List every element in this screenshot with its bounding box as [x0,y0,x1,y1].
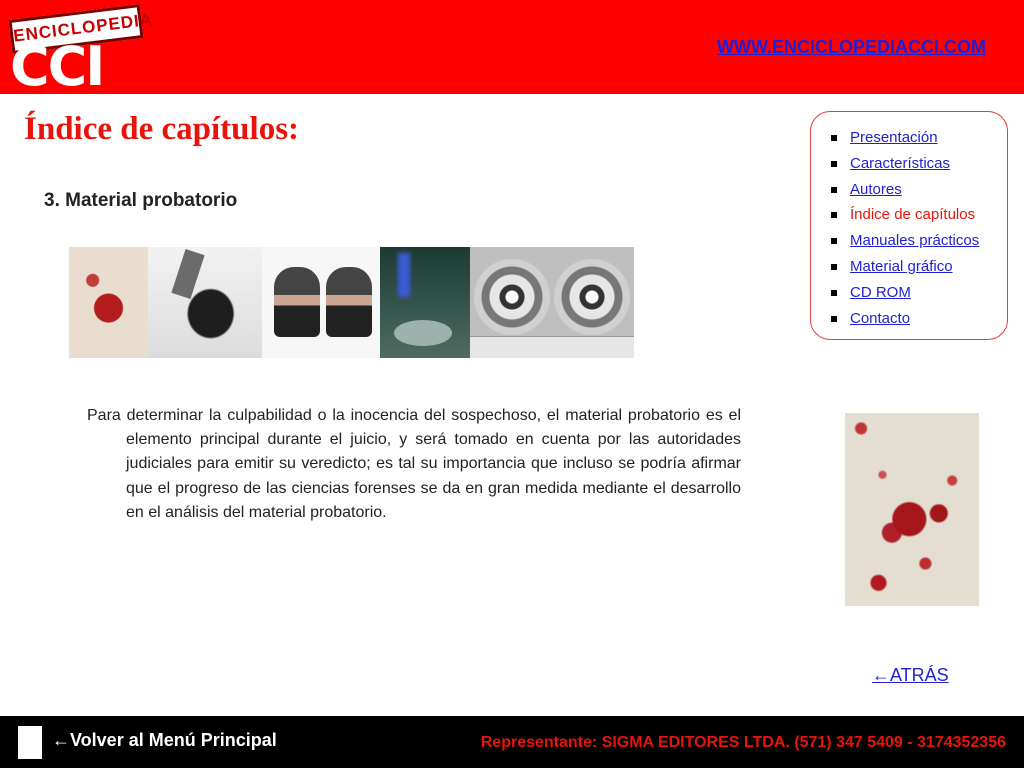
nav-link-presentacion[interactable]: Presentación [850,129,938,146]
ballistic-scan-left-image [474,259,550,335]
header-bar [0,0,1024,98]
logo-main-text: CCI [10,35,104,98]
nav-item-autores[interactable] [831,180,1007,206]
logo-top-text: ENCICLOPEDIA [12,9,154,46]
nav-link-caracteristicas[interactable]: Características [850,154,951,172]
body-paragraph: Para determinar la culpabilidad o la inocencia del sospechoso, el material probatorio es el elemento principal durante el juicio, y será tomado en cuenta por las autoridades judiciales para emitir su veredicto; es tal su importancia que incluso se podría afirmar que el progreso de las ciencias forenses se da en gran medida mediante el desarrollo en el análisis del material probatorio. [87,407,741,521]
nav-item-manuales-practicos[interactable] [831,231,1007,257]
software-toolbar-image [470,336,634,358]
nav-list [831,128,1007,334]
blood-spatter-side-image [845,413,979,606]
mugshot-profile-image [274,267,320,337]
nav-link-cd-rom[interactable]: CD ROM [850,283,911,301]
nav-link-contacto[interactable]: Contacto [850,309,911,327]
luminol-sink-image [380,247,470,358]
enciclopedia-cci-logo[interactable] [6,8,154,98]
nav-item-material-grafico[interactable] [831,257,1007,283]
mugshot-records-image [262,247,380,358]
footer-bar [0,716,1024,768]
nav-item-presentacion[interactable] [831,128,1007,154]
ballistics-comparison-image [470,247,634,358]
back-link[interactable]: ←ATRÁS [872,665,949,685]
footer-contact-text: Representante: SIGMA EDITORES LTDA. (571) 347 5409 - 3174352356 [480,734,1006,751]
chapter-nav-box [810,111,1008,340]
ballistic-scan-right-image [554,259,630,335]
nav-link-autores[interactable]: Autores [850,180,902,198]
blood-spatter-image [69,247,148,358]
mugshot-front-image [326,267,372,337]
nav-link-indice-de-capitulos[interactable]: Índice de capítulos [850,206,976,224]
page-title: Índice de capítulos: [24,111,300,147]
forensic-images-banner [69,247,634,358]
nav-item-indice-de-capitulos[interactable] [831,205,1007,231]
nav-item-cd-rom[interactable] [831,283,1007,309]
section-title: 3. Material probatorio [44,190,238,211]
nav-link-manuales-practicos[interactable]: Manuales prácticos [850,232,980,250]
fingerprint-powder-image [148,247,262,358]
main-menu-back-link[interactable]: ←Volver al Menú Principal [52,730,277,750]
nav-item-caracteristicas[interactable] [831,154,1007,180]
nav-link-material-grafico[interactable]: Material gráfico [850,257,953,275]
nav-item-contacto[interactable] [831,309,1007,335]
site-url-link[interactable]: WWW.ENCICLOPEDIACCI.COM [717,37,986,57]
footer-square-icon [18,726,42,759]
